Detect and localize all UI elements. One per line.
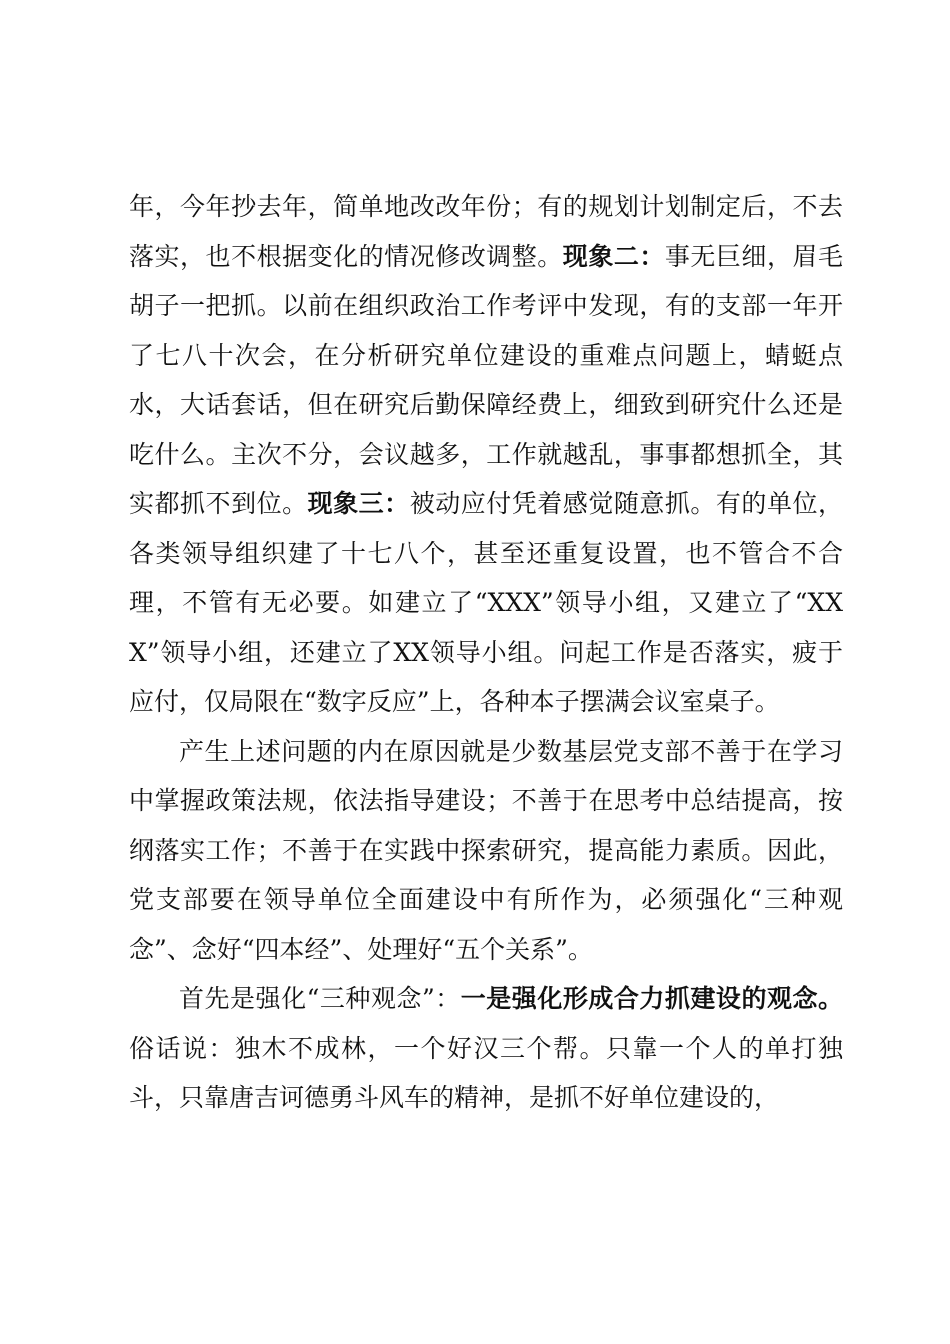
bold-heading-phenomenon-two: 现象二： [562, 241, 665, 271]
bold-heading-phenomenon-three: 现象三： [307, 489, 410, 518]
paragraph-causes [129, 727, 843, 975]
bold-heading-concept-one: 一是强化形成合力抓建设的观念。 [460, 984, 843, 1013]
text-segment: 俗话说：独木不成林，一个好汉三个帮。只靠一个人的单打独斗，只靠唐吉诃德勇斗风车的精神，是抓不好单位建设的， [129, 1033, 843, 1112]
text-segment: 被动应付凭着感觉随意抓。有的单位，各类领导组织建了十七八个，甚至还重复设置，也不管合不合理，不管有无必要。如建立了“XXX”领导小组，又建立了“XXX”领导小组，还建立了XX领导小组。问起工作是否落实，疲于应付，仅局限在“数字反应”上，各种本子摆满会议室桌子。 [129, 489, 843, 716]
document-body [129, 182, 843, 1123]
paragraph-phenomena [129, 182, 843, 727]
paragraph-three-concepts [129, 974, 843, 1123]
text-segment: 产生上述问题的内在原因就是少数基层党支部不善于在学习中掌握政策法规，依法指导建设；不善于在思考中总结提高，按纲落实工作；不善于在实践中探索研究，提高能力素质。因此，党支部要在领导单位全面建设中有所作为，必须强化“三种观念”、念好“四本经”、处理好“五个关系”。 [129, 736, 843, 964]
text-segment: 事无巨细，眉毛胡子一把抓。以前在组织政治工作考评中发现，有的支部一年开了七八十次会，在分析研究单位建设的重难点问题上，蜻蜓点水，大话套话，但在研究后勤保障经费上，细致到研究什么还是吃什么。主次不分，会议越多，工作就越乱，事事都想抓全，其实都抓不到位。 [129, 241, 843, 518]
text-segment: 首先是强化“三种观念”： [179, 984, 461, 1013]
text-segment: 年，今年抄去年，简单地改改年份；有的规划计划制定后，不去落实，也不根据变化的情况修改调整。 [129, 192, 843, 271]
